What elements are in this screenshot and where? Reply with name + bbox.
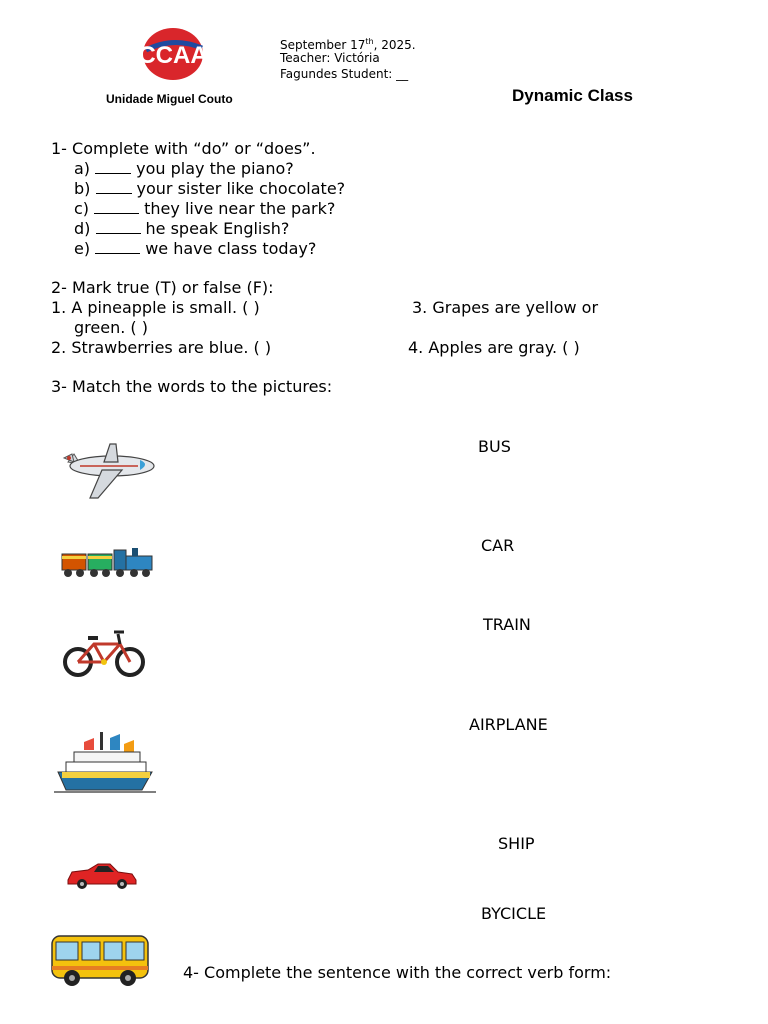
- q2-item-4[interactable]: 4. Apples are gray. ( ): [408, 338, 580, 357]
- q2-item-3-cont[interactable]: green. ( ): [74, 318, 148, 337]
- q4-heading: 4- Complete the sentence with the correct verb form:: [183, 963, 612, 982]
- bicycle-picture[interactable]: [62, 624, 146, 680]
- q1-item-b: [74, 179, 345, 199]
- answer-blank[interactable]: [96, 181, 132, 194]
- answer-blank[interactable]: [95, 161, 131, 174]
- q1-text: you play the piano?: [136, 159, 294, 178]
- q1-text: he speak English?: [145, 219, 290, 238]
- q2-item-3[interactable]: 3. Grapes are yellow or: [412, 298, 599, 317]
- bus-picture[interactable]: [50, 932, 150, 988]
- q1-item-c: [74, 199, 335, 219]
- date-suffix: th: [365, 37, 374, 46]
- answer-blank[interactable]: [95, 241, 140, 254]
- car-picture[interactable]: [64, 860, 138, 890]
- page-title: Dynamic Class: [512, 86, 633, 105]
- q2-item-2[interactable]: 2. Strawberries are blue. ( ): [51, 338, 272, 357]
- q1-letter: b): [74, 179, 91, 198]
- student-line: Fagundes Student: __: [280, 67, 409, 81]
- word-bycicle[interactable]: BYCICLE: [481, 904, 547, 923]
- word-car[interactable]: CAR: [481, 536, 515, 555]
- word-airplane[interactable]: AIRPLANE: [469, 715, 548, 734]
- q2-heading: 2- Mark true (T) or false (F):: [51, 278, 274, 297]
- q3-heading: 3- Match the words to the pictures:: [51, 377, 333, 396]
- ship-picture[interactable]: [54, 728, 156, 796]
- q1-item-d: [74, 219, 289, 239]
- q1-item-e: [74, 239, 316, 259]
- airplane-icon: [60, 440, 156, 502]
- word-bus[interactable]: BUS: [478, 437, 511, 456]
- bus-icon: [50, 932, 150, 988]
- answer-blank[interactable]: [94, 201, 139, 214]
- teacher-line: Teacher: Victória: [280, 51, 380, 65]
- school-name: Unidade Miguel Couto: [106, 92, 233, 106]
- train-icon: [60, 542, 156, 580]
- bicycle-icon: [62, 624, 146, 680]
- q1-letter: e): [74, 239, 91, 258]
- date-end: , 2025.: [373, 38, 416, 52]
- q1-letter: d): [74, 219, 91, 238]
- q2-item-1[interactable]: 1. A pineapple is small. ( ): [51, 298, 260, 317]
- word-train[interactable]: TRAIN: [483, 615, 531, 634]
- q1-letter: a): [74, 159, 91, 178]
- car-icon: [64, 860, 138, 890]
- word-ship[interactable]: SHIP: [498, 834, 535, 853]
- q1-item-a: [74, 159, 294, 179]
- ccaa-logo: [136, 26, 210, 82]
- q1-heading: 1- Complete with “do” or “does”.: [51, 139, 316, 158]
- q1-text: your sister like chocolate?: [136, 179, 346, 198]
- answer-blank[interactable]: [96, 221, 141, 234]
- q1-text: we have class today?: [145, 239, 317, 258]
- date-main: September 17: [280, 38, 366, 52]
- svg-text:CCAA: CCAA: [138, 42, 208, 69]
- q1-text: they live near the park?: [144, 199, 336, 218]
- airplane-picture[interactable]: [60, 440, 156, 502]
- ship-icon: [54, 728, 156, 796]
- q1-letter: c): [74, 199, 90, 218]
- train-picture[interactable]: [60, 542, 156, 580]
